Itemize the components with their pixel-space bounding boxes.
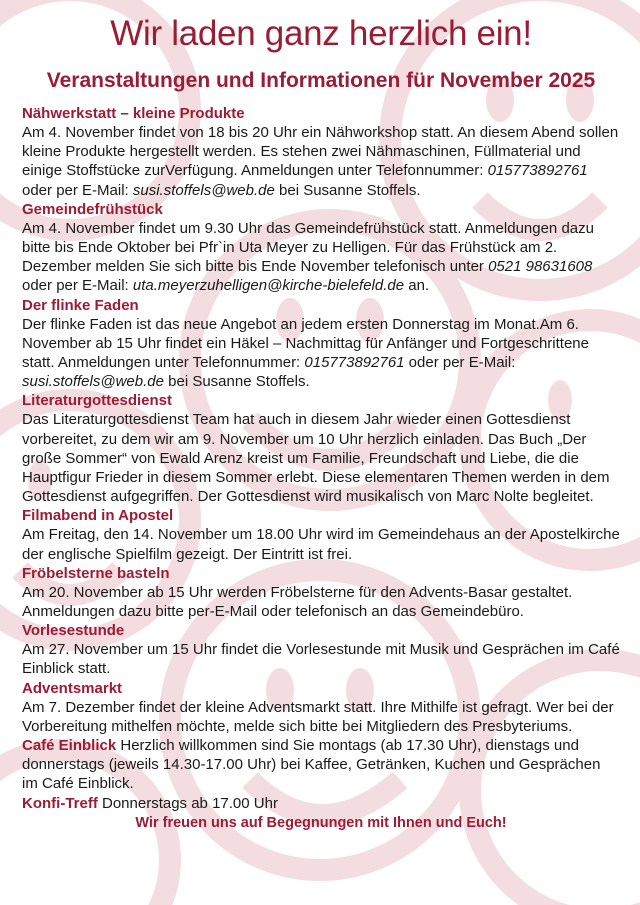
email-address[interactable]: susi.stoffels@web.de xyxy=(22,373,164,391)
event-title: Konfi-Treff xyxy=(22,794,98,812)
event-text: Am 4. November findet von 18 bis 20 Uhr ein Nähworkshop statt. An diesem Abend sollen kleine Produkte hergestellt werden. Es stehen zwei Nähmaschinen, Füllmaterial und einige Stoffstücke zurVerfügung. Anmeldungen unter Telefonnummer: xyxy=(22,124,619,180)
event-title: Nähwerkstatt – kleine Produkte xyxy=(22,105,245,122)
event-description: Das Literaturgottesdienst Team hat auch in diesem Jahr wieder einen Gottesdienst vorbereitet, zu dem wir am 9. November um 10 Uhr herzlich einladen. Das Buch „Der große Sommer“ von Ewald Arenz kreist um Familie, Freundschaft und Liebe, die die Hauptfigur Frieder in diesem Sommer erlebt. Diese elementaren Themen werden in dem Gottesdienst aufgegriffen. Der Gottesdienst wird musikalisch von Marc Nolte begleitet. xyxy=(22,411,610,506)
event-text: Am 4. November findet um 9.30 Uhr das Gemeindefrühstück statt. Anmeldungen dazu bitte bis Ende Oktober bei Pfr`in Uta Meyer zu Helligen. Für das Frühstück am 2. Dezember melden Sie sich bitte bis Ende November telefonisch unter xyxy=(22,219,594,276)
event-vorlesestunde xyxy=(22,621,620,678)
event-title: Literaturgottesdienst xyxy=(22,392,173,410)
event-description: Am 27. November um 15 Uhr findet die Vorlesestunde mit Musik und Gesprächen im Café Einblick statt. xyxy=(22,641,620,678)
event-filmabend xyxy=(22,506,620,563)
event-description xyxy=(22,123,620,200)
event-literaturgottesdienst xyxy=(22,391,620,506)
event-konfi-treff xyxy=(22,794,620,813)
event-flinke-faden xyxy=(22,296,620,392)
event-text: oder per E-Mail: xyxy=(22,181,133,199)
closing-line: Wir freuen uns auf Begegnungen mit Ihnen und Euch! xyxy=(135,814,507,831)
phone-number: 0521 98631608 xyxy=(488,258,593,276)
event-froebelsterne xyxy=(22,564,620,621)
event-description: Am Freitag, den 14. November um 18.00 Uhr wird im Gemeindehaus an der Apostelkirche der englische Spielfilm gezeigt. Der Eintritt ist frei. xyxy=(22,526,620,563)
event-naehwerkstatt xyxy=(22,104,620,200)
event-text: bei Susanne Stoffels. xyxy=(274,181,421,199)
event-text: bei Susanne Stoffels. xyxy=(163,373,310,391)
email-address[interactable]: susi.stoffels@web.de xyxy=(132,181,275,199)
event-title: Der flinke Faden xyxy=(22,296,139,314)
event-description: Am 20. November ab 15 Uhr werden Fröbelsterne für den Advents-Basar gestaltet. Anmeldungen dazu bitte per-E-Mail oder telefonisch an das Gemeindebüro. xyxy=(22,583,573,621)
event-title: Adventsmarkt xyxy=(22,679,123,697)
event-description: Herzlich willkommen sind Sie montags (ab 17.30 Uhr), dienstags und donnerstags (jeweils 14.30-17.00 Uhr) bei Kaffee, Getränken, Kuchen und Gesprächen im Café Einblick. xyxy=(22,737,601,793)
flyer-content xyxy=(22,12,620,833)
event-gemeindefruehstueck xyxy=(22,200,620,296)
page-title: Wir laden ganz herzlich ein! xyxy=(110,14,532,53)
email-address[interactable]: uta.meyerzuhelligen@kirche-bielefeld.de xyxy=(132,277,405,295)
phone-number: 015773892761 xyxy=(487,162,588,180)
event-description: Donnerstags ab 17.00 Uhr xyxy=(97,794,278,812)
event-text: oder per E-Mail: xyxy=(404,354,516,372)
event-title: Filmabend in Apostel xyxy=(22,507,174,525)
event-description xyxy=(22,315,620,392)
page-subtitle: Veranstaltungen und Informationen für November 2025 xyxy=(46,69,596,92)
phone-number: 015773892761 xyxy=(304,354,405,372)
event-description: Am 7. Dezember findet der kleine Adventsmarkt statt. Ihre Mithilfe ist gefragt. Wer bei der Vorbereitung mithelfen möchte, melde sich bitte bei Mitgliedern des Presbyteriums. xyxy=(22,698,614,735)
event-cafe-einblick xyxy=(22,736,620,794)
event-description xyxy=(22,219,620,296)
event-text: oder per E-Mail: xyxy=(22,277,133,295)
event-title: Gemeindefrühstück xyxy=(22,200,163,218)
event-title: Café Einblick xyxy=(22,737,117,755)
event-text: Der flinke Faden ist das neue Angebot an jedem ersten Donnerstag im Monat.Am 6. November ab 15 Uhr findet ein Häkel – Nachmittag für Anfänger und Fortgeschrittene statt. Anmeldungen unter Telefonnummer: xyxy=(22,315,589,372)
event-text: an. xyxy=(404,277,430,295)
event-title: Fröbelsterne basteln xyxy=(22,564,170,582)
event-title: Vorlesestunde xyxy=(22,622,125,640)
event-adventsmarkt xyxy=(22,679,620,736)
